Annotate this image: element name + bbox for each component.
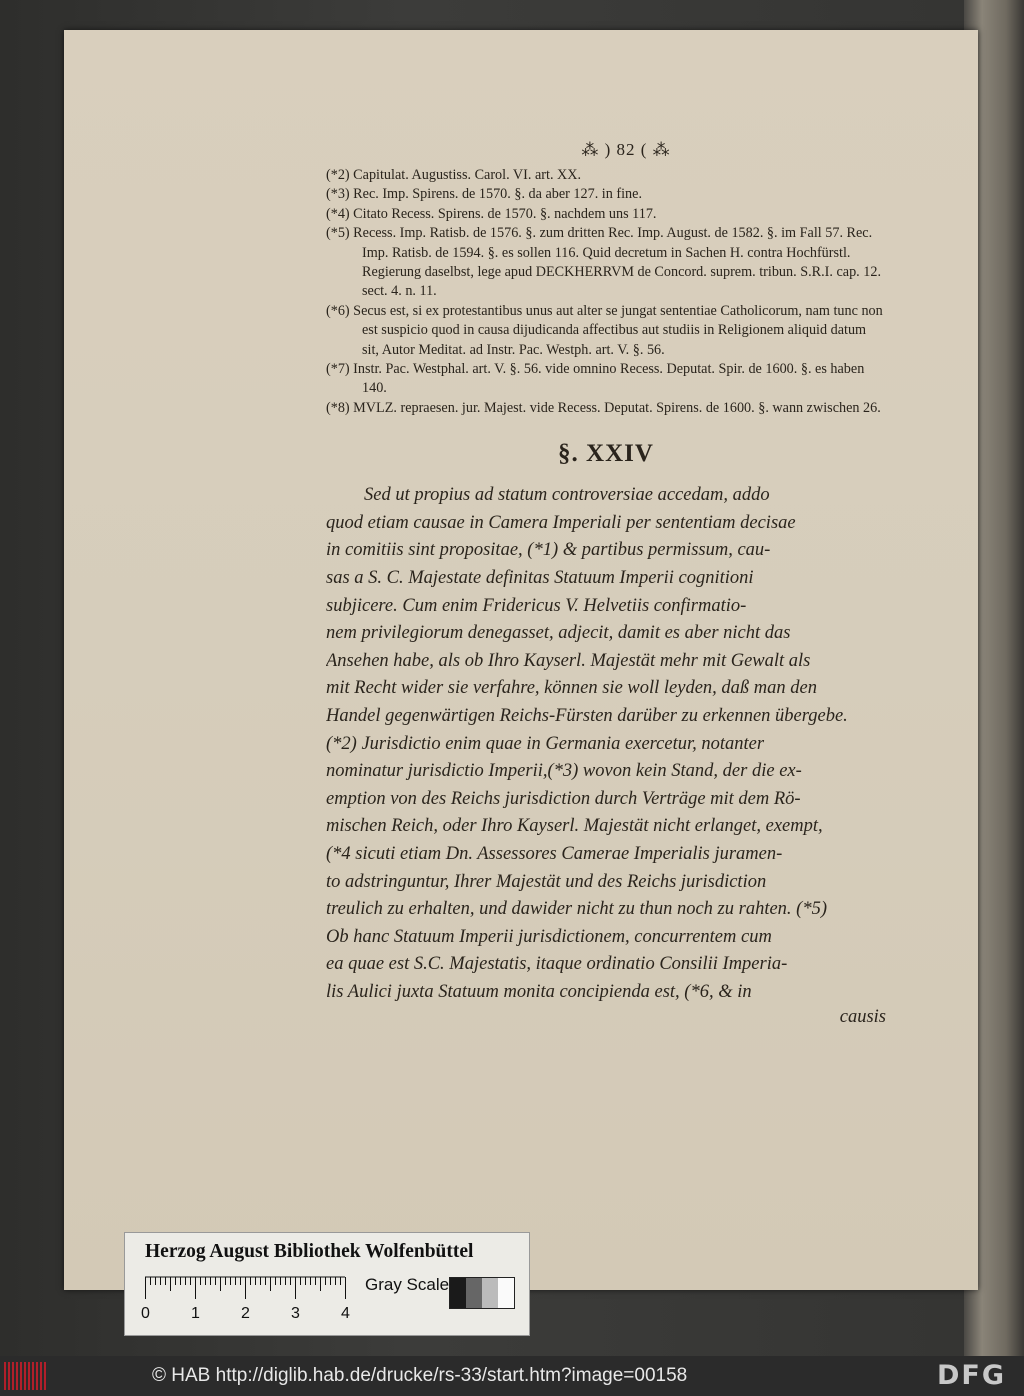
- book-page: [64, 30, 978, 1290]
- library-color-card: [124, 1232, 530, 1336]
- gray-scale-label: Gray Scale: [365, 1275, 450, 1294]
- gray-scale-swatch: [449, 1277, 515, 1309]
- body-line: sas a S. C. Majestate definitas Statuum Imperii cognitioni: [326, 568, 754, 589]
- hab-logo-icon: [4, 1362, 48, 1390]
- footnote-2: (*2) Capitulat. Augustiss. Carol. VI. art. XX.: [326, 167, 582, 183]
- ruler-number: 4: [341, 1305, 350, 1322]
- ruler-number: 1: [191, 1305, 200, 1322]
- body-line: nem privilegiorum denegasset, adjecit, damit es aber nicht das: [326, 623, 791, 644]
- body-line: nominatur jurisdictio Imperii,(*3) wovon kein Stand, der die ex-: [326, 761, 802, 782]
- ruler-number: 0: [141, 1305, 150, 1322]
- body-line: to adstringuntur, Ihrer Majestät und des Reichs jurisdiction: [326, 871, 767, 892]
- copyright-url[interactable]: © HAB http://diglib.hab.de/drucke/rs-33/start.htm?image=00158: [152, 1365, 688, 1386]
- body-line: (*4 sicuti etiam Dn. Assessores Camerae Imperialis juramen-: [326, 844, 783, 864]
- body-line: treulich zu erhalten, und dawider nicht zu thun noch zu rahten. (*5): [326, 899, 827, 920]
- dfg-logo: DFG: [936, 1360, 1006, 1391]
- footnote-5: (*5) Recess. Imp. Ratisb. de 1576. §. zum dritten Rec. Imp. August. de 1582. §. im Fall 57. Rec. Imp. Ratisb. de 1594. §. es sollen 116. Quid decretum in Sachen H. contra Hochfürstl. Regierung daselbst, lege apud DECKHERRVM de Concord. suprem. tribun. S.R.I. cap. 12. sect. 4. n. 11.: [326, 225, 881, 300]
- footnote-7: (*7) Instr. Pac. Westphal. art. V. §. 56. vide omnino Recess. Deputat. Spir. de 1600. §. es haben 140.: [326, 361, 865, 397]
- body-line: (*2) Jurisdictio enim quae in Germania exercetur, notanter: [326, 733, 765, 754]
- catchword: causis: [839, 1006, 886, 1027]
- page-content: [326, 140, 886, 1028]
- body-line: ea quae est S.C. Majestatis, itaque ordinatio Consilii Imperia-: [326, 954, 788, 975]
- section-heading: §. XXIV: [558, 440, 654, 468]
- ruler: [145, 1275, 385, 1301]
- body-line: quod etiam causae in Camera Imperiali per sententiam decisae: [326, 512, 796, 533]
- footer-bar: [0, 1356, 1024, 1396]
- footnote-8: (*8) MVLZ. repraesen. jur. Majest. vide Recess. Deputat. Spirens. de 1600. §. wann zwischen 26.: [326, 399, 881, 416]
- body-line: Ansehen habe, als ob Ihro Kayserl. Majestät mehr mit Gewalt als: [326, 650, 811, 671]
- page-header: ⁂ ) 82 ( ⁂: [581, 140, 671, 159]
- body-text: [326, 482, 886, 1006]
- body-line: emption von des Reichs jurisdiction durch Verträge mit dem Rö-: [326, 788, 801, 809]
- body-line: mit Recht wider sie verfahre, können sie woll leyden, daß man den: [326, 678, 817, 699]
- ruler-number: 3: [291, 1305, 300, 1322]
- body-line: in comitiis sint propositae, (*1) & partibus permissum, cau-: [326, 540, 771, 561]
- body-line: subjicere. Cum enim Fridericus V. Helvetiis confirmatio-: [326, 595, 747, 616]
- body-line: lis Aulici juxta Statuum monita concipienda est, (*6, & in: [326, 981, 752, 1002]
- footnote-3: (*3) Rec. Imp. Spirens. de 1570. §. da aber 127. in fine.: [326, 186, 642, 203]
- body-line: Ob hanc Statuum Imperii jurisdictionem, concurrentem cum: [326, 926, 772, 947]
- footnotes: [326, 166, 886, 418]
- footnote-4: (*4) Citato Recess. Spirens. de 1570. §. nachdem uns 117.: [326, 205, 657, 222]
- body-line: Handel gegenwärtigen Reichs-Fürsten darüber zu erkennen übergebe.: [326, 706, 848, 727]
- footnote-6: (*6) Secus est, si ex protestantibus unus aut alter se jungat sententiae Catholicorum, nam tunc non est suspicio quod in causa dijudicanda affectibus aut studiis in Religionem aliquid datum sit, Autor Meditat. ad Instr. Pac. Westph. art. V. §. 56.: [326, 302, 883, 358]
- body-line: Sed ut propius ad statum controversiae accedam, addo: [364, 485, 770, 506]
- library-name: Herzog August Bibliothek Wolfenbüttel: [145, 1241, 474, 1262]
- ruler-numbers: [141, 1305, 381, 1325]
- body-line: mischen Reich, oder Ihro Kayserl. Majestät nicht erlanget, exempt,: [326, 816, 823, 837]
- ruler-number: 2: [241, 1305, 250, 1322]
